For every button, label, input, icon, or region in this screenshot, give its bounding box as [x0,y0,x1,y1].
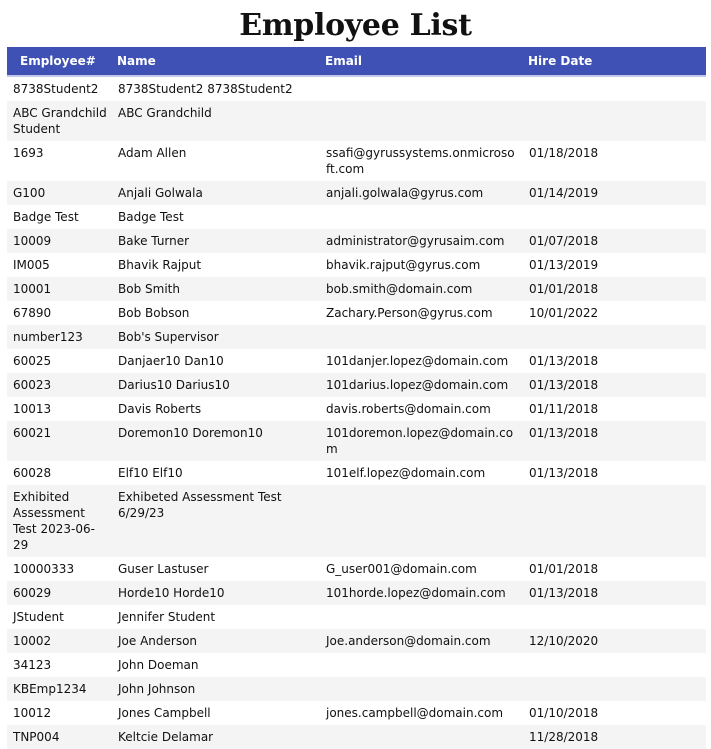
cell-name: Bob Smith [112,277,320,301]
cell-name: ABC Grandchild [112,101,320,141]
cell-name: Doremon10 Doremon10 [112,421,320,461]
cell-hire-date: 01/14/2019 [523,181,706,205]
cell-name: Danjaer10 Dan10 [112,349,320,373]
cell-name: Jennifer Student [112,605,320,629]
cell-hire-date [523,653,706,677]
cell-employee-no: G100 [7,181,112,205]
cell-name: Adam Allen [112,141,320,181]
cell-hire-date [523,605,706,629]
cell-name: Bhavik Rajput [112,253,320,277]
cell-name: Guser Lastuser [112,557,320,581]
cell-hire-date [523,76,706,101]
table-row[interactable] [7,373,706,397]
cell-name: Elf10 Elf10 [112,461,320,485]
cell-name: 8738Student2 8738Student2 [112,76,320,101]
cell-email: 101elf.lopez@domain.com [320,461,523,485]
cell-employee-no: ABC Grandchild Student [7,101,112,141]
cell-name: Bob Bobson [112,301,320,325]
cell-email [320,725,523,749]
cell-email [320,485,523,557]
cell-hire-date: 11/28/2018 [523,725,706,749]
cell-email: davis.roberts@domain.com [320,397,523,421]
table-row[interactable] [7,605,706,629]
cell-email [320,605,523,629]
cell-name: Exhibeted Assessment Test 6/29/23 [112,485,320,557]
cell-employee-no: KBEmp1234 [7,677,112,701]
table-row[interactable] [7,421,706,461]
column-header-hire-date[interactable]: Hire Date [523,47,706,76]
cell-email [320,325,523,349]
table-row[interactable] [7,277,706,301]
table-row[interactable] [7,557,706,581]
table-row[interactable] [7,76,706,101]
table-row[interactable] [7,181,706,205]
table-row[interactable] [7,725,706,749]
table-row[interactable] [7,677,706,701]
cell-hire-date [523,677,706,701]
table-row[interactable] [7,485,706,557]
cell-email: G_user001@domain.com [320,557,523,581]
table-row[interactable] [7,653,706,677]
cell-hire-date: 01/10/2018 [523,701,706,725]
cell-name: Davis Roberts [112,397,320,421]
cell-email: administrator@gyrusaim.com [320,229,523,253]
column-header-email[interactable]: Email [320,47,523,76]
table-header-row [7,47,706,76]
cell-email: 101darius.lopez@domain.com [320,373,523,397]
cell-email [320,653,523,677]
cell-employee-no: 60023 [7,373,112,397]
cell-employee-no: TNP004 [7,725,112,749]
cell-employee-no: 60028 [7,461,112,485]
cell-employee-no: Badge Test [7,205,112,229]
cell-hire-date: 01/11/2018 [523,397,706,421]
table-row[interactable] [7,301,706,325]
cell-hire-date [523,485,706,557]
cell-employee-no: 8738Student2 [7,76,112,101]
cell-hire-date: 12/10/2020 [523,629,706,653]
table-row[interactable] [7,629,706,653]
cell-name: Bob's Supervisor [112,325,320,349]
table-row[interactable] [7,701,706,725]
table-body [7,76,706,749]
employee-table [7,47,706,749]
cell-employee-no: 67890 [7,301,112,325]
table-row[interactable] [7,325,706,349]
cell-name: John Doeman [112,653,320,677]
cell-email: bhavik.rajput@gyrus.com [320,253,523,277]
column-header-employee-no[interactable]: Employee# [7,47,112,76]
table-row[interactable] [7,397,706,421]
cell-name: John Johnson [112,677,320,701]
cell-employee-no: 10000333 [7,557,112,581]
cell-employee-no: Exhibited Assessment Test 2023-06-29 [7,485,112,557]
cell-name: Darius10 Darius10 [112,373,320,397]
cell-employee-no: 10012 [7,701,112,725]
cell-email: jones.campbell@domain.com [320,701,523,725]
cell-employee-no: 10009 [7,229,112,253]
cell-email: 101danjer.lopez@domain.com [320,349,523,373]
cell-hire-date: 01/13/2018 [523,421,706,461]
cell-email: 101horde.lopez@domain.com [320,581,523,605]
cell-hire-date: 01/07/2018 [523,229,706,253]
table-row[interactable] [7,253,706,277]
cell-email: Zachary.Person@gyrus.com [320,301,523,325]
cell-hire-date [523,101,706,141]
cell-email [320,677,523,701]
cell-employee-no: 60021 [7,421,112,461]
cell-email: anjali.golwala@gyrus.com [320,181,523,205]
cell-name: Anjali Golwala [112,181,320,205]
table-row[interactable] [7,101,706,141]
cell-employee-no: 10001 [7,277,112,301]
cell-email: bob.smith@domain.com [320,277,523,301]
cell-hire-date: 01/13/2018 [523,581,706,605]
table-row[interactable] [7,461,706,485]
cell-hire-date: 10/01/2022 [523,301,706,325]
page-title: Employee List [239,8,472,43]
cell-name: Keltcie Delamar [112,725,320,749]
cell-employee-no: 10013 [7,397,112,421]
column-header-name[interactable]: Name [112,47,320,76]
cell-hire-date: 01/18/2018 [523,141,706,181]
cell-name: Badge Test [112,205,320,229]
cell-employee-no: IM005 [7,253,112,277]
table-row[interactable] [7,581,706,605]
cell-hire-date [523,205,706,229]
cell-email: Joe.anderson@domain.com [320,629,523,653]
cell-employee-no: 60025 [7,349,112,373]
cell-name: Horde10 Horde10 [112,581,320,605]
cell-employee-no: 1693 [7,141,112,181]
table-row[interactable] [7,205,706,229]
table-row[interactable] [7,229,706,253]
cell-employee-no: 34123 [7,653,112,677]
cell-employee-no: 60029 [7,581,112,605]
cell-email: ssafi@gyrussystems.onmicrosoft.com [320,141,523,181]
cell-name: Jones Campbell [112,701,320,725]
cell-employee-no: number123 [7,325,112,349]
cell-email: 101doremon.lopez@domain.com [320,421,523,461]
cell-email [320,205,523,229]
cell-hire-date: 01/01/2018 [523,277,706,301]
table-row[interactable] [7,141,706,181]
table-row[interactable] [7,349,706,373]
cell-email [320,76,523,101]
cell-hire-date: 01/01/2018 [523,557,706,581]
cell-hire-date: 01/13/2018 [523,373,706,397]
cell-hire-date: 01/13/2018 [523,461,706,485]
cell-employee-no: JStudent [7,605,112,629]
cell-hire-date [523,325,706,349]
cell-email [320,101,523,141]
cell-name: Joe Anderson [112,629,320,653]
cell-employee-no: 10002 [7,629,112,653]
cell-name: Bake Turner [112,229,320,253]
cell-hire-date: 01/13/2018 [523,349,706,373]
cell-hire-date: 01/13/2019 [523,253,706,277]
